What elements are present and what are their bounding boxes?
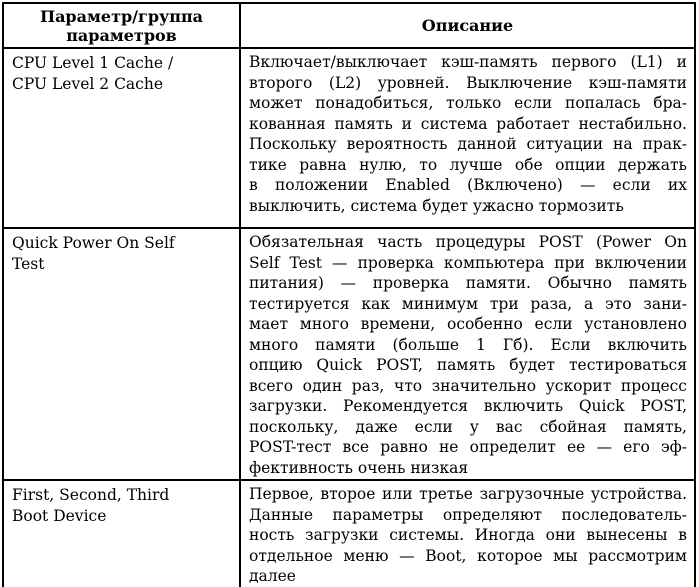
table-row (3, 480, 695, 587)
description-text-line: мает много времени, особенно если установлено (249, 315, 687, 333)
header-param-column: Параметр/группа параметров (3, 3, 240, 48)
description-text-line: фективность очень низкая (249, 458, 469, 477)
description-text-line: далее (249, 567, 296, 585)
param-text-line: First, Second, Third (12, 486, 170, 504)
param-text-line: Boot Device (12, 506, 107, 525)
description-text-line: может понадобиться, только если попалась бра- (249, 94, 687, 112)
description-text-line: тестируется как минимум три раза, а это зани- (249, 294, 687, 313)
description-text-line: Обязательная часть процедуры POST (Power On (249, 233, 687, 251)
param-text-line: CPU Level 1 Cache / (12, 54, 174, 72)
description-text-line: Self Test — проверка компьютера при включении (249, 253, 687, 272)
description-text-line: тике равна нулю, то лучше обе опции держать (249, 155, 687, 174)
description-text-line: кованная память и система работает нестабильно. (249, 114, 687, 133)
description-text-line: в положении Enabled (Включено) — если их (249, 176, 687, 194)
description-text-line: POST-тест все равно не определит ее — его эф- (249, 438, 687, 456)
param-cell (3, 228, 240, 480)
description-cell (240, 480, 695, 587)
param-cell (3, 48, 240, 228)
description-text-line: второго (L2) уровней. Выключение кэш-памяти (249, 73, 687, 92)
description-text-line: опцию Quick POST, память будет тестироваться (249, 356, 687, 374)
description-text-line: отдельное меню — Boot, которое мы рассмотрим (249, 546, 687, 565)
table-body (3, 48, 695, 587)
table-row (3, 48, 695, 228)
description-cell (240, 48, 695, 228)
description-text-line: Поскольку вероятность данной ситуации на прак- (249, 135, 687, 153)
param-text-line: Test (12, 254, 45, 273)
table-row (3, 228, 695, 480)
bios-parameters-table (2, 2, 696, 587)
description-text-line: питания) — проверка памяти. Обычно память (249, 274, 687, 292)
param-text-line: CPU Level 2 Cache (12, 74, 164, 93)
description-text-line: выключить, система будет ужасно тормозить (249, 196, 624, 215)
description-text-line: Включает/выключает кэш-память первого (L1) и (249, 53, 687, 71)
header-row (3, 3, 695, 48)
description-text-line: поскольку, даже если у вас сбойная память, (249, 417, 687, 436)
description-cell (240, 228, 695, 480)
header-description-column: Описание (240, 3, 695, 48)
description-text-line: всего один раз, что значительно ускорит процесс (249, 376, 687, 395)
description-text-line: Данные параметры определяют последователь- (249, 505, 687, 524)
description-text-line: Первое, второе или третье загрузочные устройства. (249, 485, 687, 503)
param-text-line: Quick Power On Self (12, 234, 175, 252)
param-cell (3, 480, 240, 587)
description-text-line: много памяти (больше 1 Гб). Если включить (249, 335, 687, 354)
description-text-line: ность загрузки системы. Иногда они вынесены в (249, 526, 687, 544)
description-text-line: загрузки. Рекомендуется включить Quick POST, (249, 397, 687, 415)
